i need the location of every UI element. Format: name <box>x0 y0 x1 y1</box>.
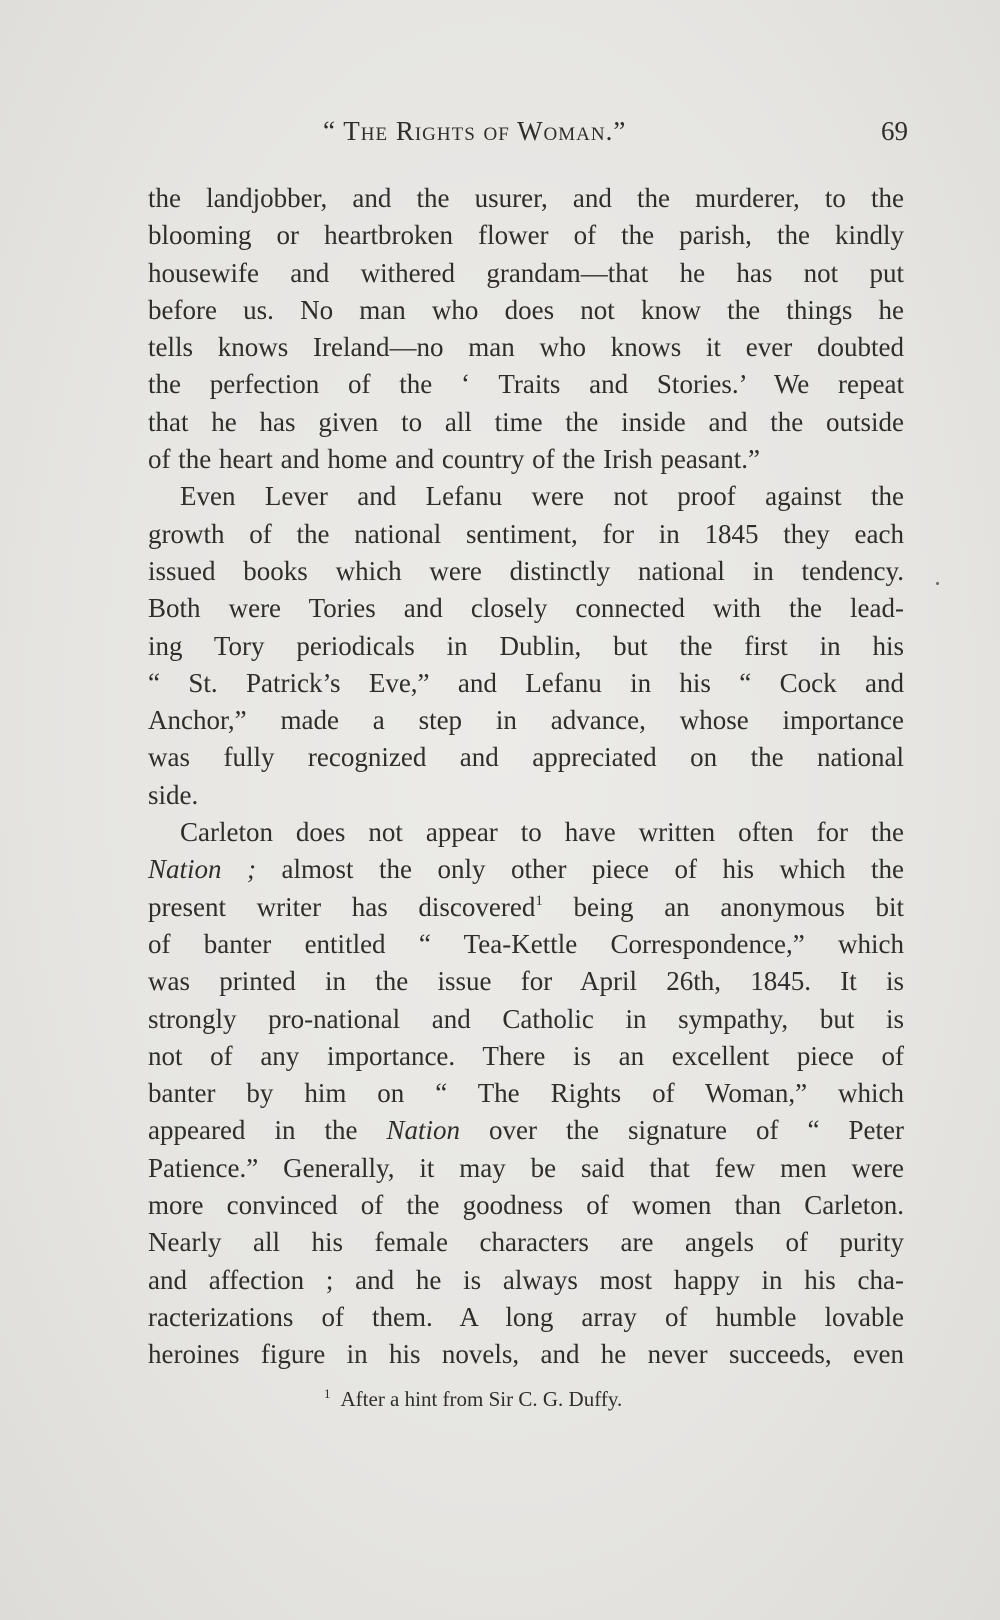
text-segment: almost the only other piece of his which the <box>281 854 904 885</box>
text-line: was fully recognized and appreciated on the national <box>148 742 904 773</box>
page-number: 69 <box>881 116 908 146</box>
text-line: side. <box>148 779 199 810</box>
text-line: strongly pro-national and Catholic in sympathy, but is <box>148 1003 904 1034</box>
text-line <box>148 889 904 926</box>
paragraph-start-line: Even Lever and Lefanu were not proof against the <box>180 481 904 512</box>
text-segment: over the signature of “ Peter <box>489 1115 905 1146</box>
text-line: before us. No man who does not know the things he <box>148 294 904 325</box>
text-line: housewife and withered grandam—that he has not put <box>148 257 904 288</box>
text-line: more convinced of the goodness of women than Carleton. <box>148 1190 904 1221</box>
italic-title: Nation ; <box>148 854 257 885</box>
text-line: growth of the national sentiment, for in 1845 they each <box>148 518 904 549</box>
paragraph-start-line: Carleton does not appear to have written often for the <box>180 817 904 848</box>
text-line: tells knows Ireland—no man who knows it ever doubted <box>148 332 904 363</box>
text-line: Anchor,” made a step in advance, whose importance <box>148 705 904 736</box>
text-line: Both were Tories and closely connected with the lead- <box>148 593 904 624</box>
text-line <box>148 1112 904 1149</box>
text-line: banter by him on “ The Rights of Woman,” which <box>148 1078 904 1109</box>
text-line: racterizations of them. A long array of humble lovable <box>148 1301 904 1332</box>
footnote-reference: 1 <box>535 892 543 909</box>
footnote-mark: 1 <box>324 1386 331 1401</box>
text-line: blooming or heartbroken flower of the parish, the kindly <box>148 220 904 251</box>
text-line: of banter entitled “ Tea-Kettle Correspondence,” which <box>148 928 904 959</box>
text-line: that he has given to all time the inside and the outside <box>148 406 904 437</box>
text-line: heroines figure in his novels, and he never succeeds, even <box>148 1339 904 1370</box>
text-line: the landjobber, and the usurer, and the murderer, to the <box>148 183 904 213</box>
running-head <box>148 116 908 156</box>
text-line: “ St. Patrick’s Eve,” and Lefanu in his “ Cock and <box>148 667 904 698</box>
footnote-text: After a hint from Sir C. G. Duffy. <box>340 1387 623 1411</box>
running-title: “ The Rights of Woman.” <box>323 116 627 146</box>
footnote <box>324 1386 622 1412</box>
text-line: issued books which were distinctly national in tendency. <box>148 555 904 586</box>
text-segment: present writer has discovered <box>148 891 536 922</box>
text-segment: being an anonymous bit <box>573 891 905 922</box>
body-text <box>148 180 904 1374</box>
text-line: Patience.” Generally, it may be said that few men were <box>148 1152 904 1183</box>
text-line: ing Tory periodicals in Dublin, but the first in his <box>148 630 904 661</box>
text-line: not of any importance. There is an excellent piece of <box>148 1040 904 1071</box>
text-line: of the heart and home and country of the Irish peasant.” <box>148 444 761 475</box>
text-line: and affection ; and he is always most happy in his cha- <box>148 1264 904 1295</box>
text-line: Nearly all his female characters are angels of purity <box>148 1227 904 1258</box>
text-line <box>148 851 904 888</box>
italic-title: Nation <box>386 1115 460 1146</box>
text-segment: appeared in the <box>148 1115 358 1146</box>
text-line: the perfection of the ‘ Traits and Stories.’ We repeat <box>148 369 904 400</box>
text-line: was printed in the issue for April 26th, 1845. It is <box>148 966 904 997</box>
paper-speck <box>936 582 939 585</box>
